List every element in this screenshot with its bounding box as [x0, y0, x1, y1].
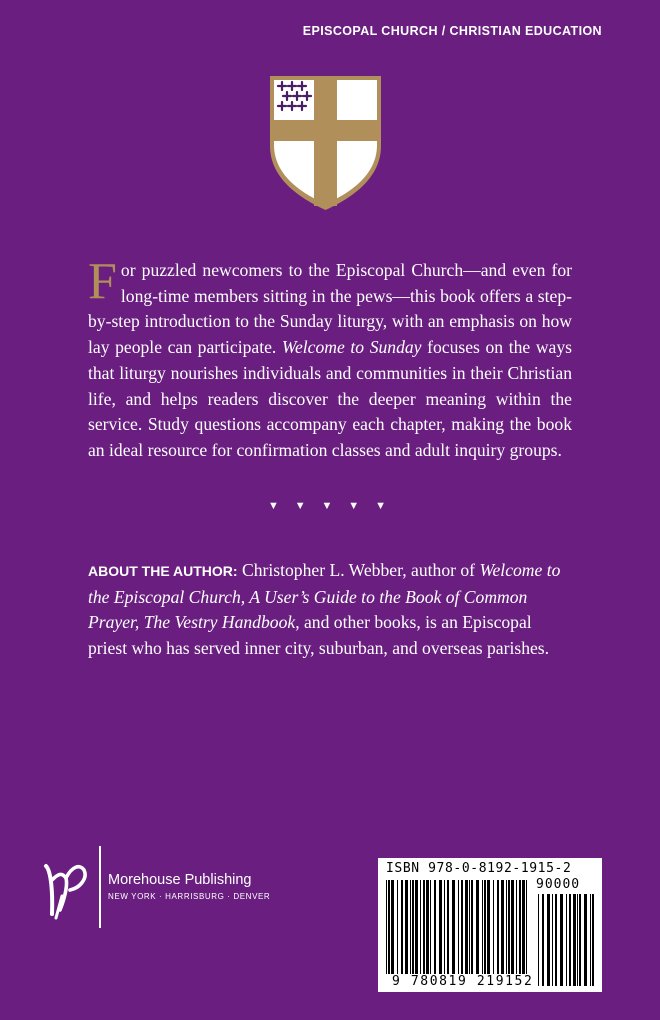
ornament-divider	[268, 500, 386, 512]
barcode-bar	[405, 880, 408, 974]
publisher-cities: NEW YORK · HARRISBURG · DENVER	[108, 892, 271, 901]
barcode-bar	[516, 880, 517, 974]
episcopal-shield-icon	[268, 74, 383, 212]
barcode-bar	[430, 880, 431, 974]
barcode-bar	[386, 880, 387, 974]
about-author-label: ABOUT THE AUTHOR:	[88, 563, 238, 579]
barcode-bar	[447, 880, 449, 974]
barcode-bar	[482, 880, 483, 974]
triangle-icon: ▼	[294, 500, 306, 512]
barcode-bar	[552, 894, 553, 986]
about-author-text-continued: , and other books, is an Episcopal priest who has served inner city, suburban, and overseas parishes.	[88, 612, 550, 659]
barcode-bar	[547, 894, 550, 986]
barcode-bar	[410, 880, 411, 974]
triangle-icon: ▼	[375, 500, 386, 512]
barcode-bar	[538, 894, 539, 986]
barcode-bar	[420, 880, 421, 974]
isbn-barcode	[378, 858, 602, 992]
publisher-name: Morehouse Publishing	[108, 872, 252, 888]
barcode-bar	[469, 880, 470, 974]
barcode-bar	[444, 880, 445, 974]
barcode-bar	[526, 880, 527, 974]
barcode-bar	[434, 880, 436, 974]
triangle-icon: ▼	[321, 500, 333, 512]
book-title: Welcome to Sunday	[281, 337, 422, 358]
barcode-bars	[378, 858, 602, 992]
isbn-text: ISBN 978-0-8192-1915-2	[386, 861, 572, 876]
barcode-bar	[476, 880, 479, 974]
barcode-bar	[493, 880, 494, 974]
barcode-bar	[461, 880, 463, 974]
publisher-divider	[99, 846, 101, 928]
barcode-bar	[577, 894, 578, 986]
barcode-bar	[423, 880, 425, 974]
about-author-text: Christopher L. Webber, author of	[241, 560, 476, 580]
barcode-bar	[542, 894, 544, 986]
publisher-block	[40, 846, 280, 928]
barcode-bar	[452, 880, 455, 974]
barcode-bar	[555, 894, 557, 986]
barcode-bar	[560, 894, 563, 986]
barcode-bar	[506, 880, 507, 974]
triangle-icon: ▼	[348, 500, 360, 512]
barcode-bar	[458, 880, 459, 974]
barcode-bar	[412, 880, 414, 974]
triangle-icon: ▼	[268, 500, 279, 512]
description-text-continued: focuses on the ways that liturgy nourishes individuals and communities in their Christian life, and helps readers discover the deeper meaning within the service. Study questions accompany each chapter, making the book an ideal resource for confirmation classes and adult inquiry groups.	[88, 337, 572, 460]
morehouse-logo-icon	[40, 856, 96, 920]
barcode-digits: 9 780819 219152	[392, 974, 534, 989]
barcode-bar	[415, 880, 418, 974]
barcode-bar	[401, 880, 403, 974]
description-paragraph	[88, 253, 572, 464]
barcode-bar	[471, 880, 473, 974]
barcode-bar	[579, 894, 581, 986]
barcode-bar	[439, 880, 442, 974]
barcode-bar	[426, 880, 429, 974]
category-label: EPISCOPAL CHURCH / CHRISTIAN EDUCATION	[302, 24, 602, 38]
barcode-bar	[584, 894, 587, 986]
barcode-bar	[501, 880, 504, 974]
barcode-bar	[487, 880, 490, 974]
barcode-bar	[508, 880, 510, 974]
about-author	[88, 558, 572, 662]
barcode-bar	[397, 880, 398, 974]
author-books: Welcome to the Episcopal Church, A User’s Guide to the Book of Common Prayer, The Vestry Handbook	[88, 560, 561, 633]
drop-cap: F	[88, 253, 117, 310]
barcode-bar	[511, 880, 514, 974]
barcode-bar	[391, 880, 394, 974]
barcode-bar	[519, 880, 521, 974]
barcode-bar	[465, 880, 468, 974]
barcode-bar	[592, 894, 594, 986]
price-addon-text: 90000	[536, 877, 581, 892]
barcode-bar	[484, 880, 486, 974]
barcode-bar	[566, 894, 567, 986]
barcode-bar	[573, 894, 576, 986]
barcode-bar	[522, 880, 525, 974]
description-text: or puzzled newcomers to the Episcopal Church—and even for long-time members sitting in the pews—this book offers a step-by-step introduction to the Sunday liturgy, with an emphasis on how lay people can participate.	[88, 260, 572, 358]
barcode-bar	[569, 894, 571, 986]
barcode-bar	[590, 894, 591, 986]
barcode-bar	[497, 880, 499, 974]
barcode-bar	[388, 880, 390, 974]
